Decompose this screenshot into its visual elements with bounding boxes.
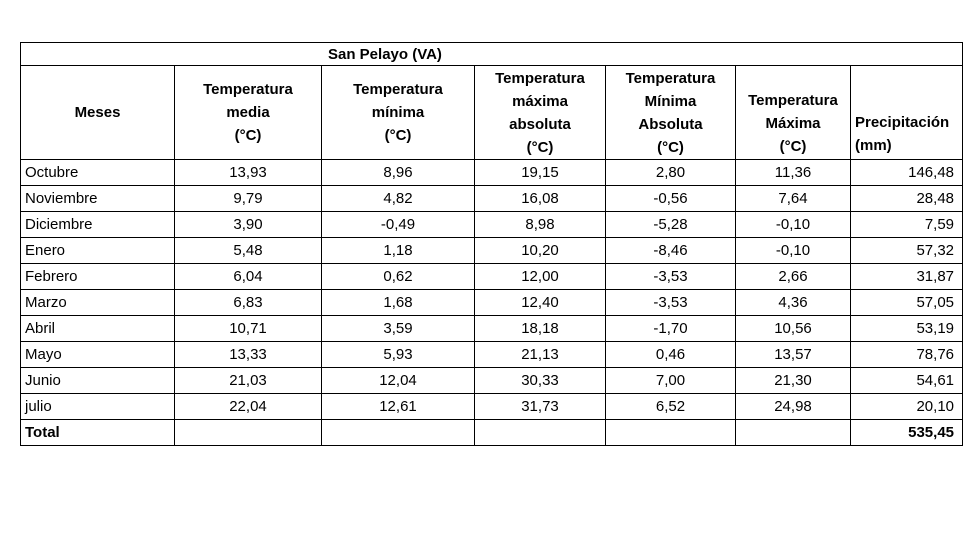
- cell-precip: 20,10: [851, 394, 963, 420]
- cell-mean: 6,83: [175, 290, 322, 316]
- cell-precip: 57,32: [851, 238, 963, 264]
- header-month-line: Meses: [74, 104, 121, 121]
- cell-min: 5,93: [322, 342, 475, 368]
- cell-max-abs: 18,18: [475, 316, 606, 342]
- cell-min-abs: 2,80: [606, 160, 736, 186]
- cell-min-abs: 7,00: [606, 368, 736, 394]
- cell-max: 7,64: [736, 186, 851, 212]
- table-row: [21, 212, 963, 238]
- cell-min-abs: -0,56: [606, 186, 736, 212]
- total-row: [21, 420, 963, 446]
- header-line: Temperatura: [495, 70, 585, 87]
- cell-max-abs: 31,73: [475, 394, 606, 420]
- cell-precip: 57,05: [851, 290, 963, 316]
- cell-min: 0,62: [322, 264, 475, 290]
- table-row: [21, 238, 963, 264]
- header-line: máxima: [512, 93, 568, 110]
- cell-min: -0,49: [322, 212, 475, 238]
- header-line: (°C): [234, 127, 262, 144]
- cell-max-abs: 8,98: [475, 212, 606, 238]
- cell-min: 4,82: [322, 186, 475, 212]
- table-row: [21, 264, 963, 290]
- cell-month: Febrero: [21, 264, 175, 290]
- cell-min-abs: -8,46: [606, 238, 736, 264]
- climate-table-container: [20, 42, 963, 446]
- header-precipitation: [851, 66, 963, 160]
- cell-precip: 7,59: [851, 212, 963, 238]
- cell-month: Abril: [21, 316, 175, 342]
- cell-mean: 9,79: [175, 186, 322, 212]
- header-line: Precipitación: [855, 114, 950, 131]
- cell-mean: 13,93: [175, 160, 322, 186]
- table-row: [21, 186, 963, 212]
- header-line: media: [226, 104, 270, 121]
- cell-mean: 5,48: [175, 238, 322, 264]
- header-line: Absoluta: [638, 116, 703, 133]
- header-max-temperature: [736, 66, 851, 160]
- table-body: [21, 160, 963, 446]
- cell-mean: 21,03: [175, 368, 322, 394]
- cell-month: Mayo: [21, 342, 175, 368]
- header-line: Temperatura: [353, 81, 443, 98]
- cell-mean: 13,33: [175, 342, 322, 368]
- cell-max: 13,57: [736, 342, 851, 368]
- header-line: absoluta: [509, 116, 571, 133]
- cell-max-abs: 16,08: [475, 186, 606, 212]
- cell-precip: 78,76: [851, 342, 963, 368]
- cell-max: 21,30: [736, 368, 851, 394]
- cell-min: 12,61: [322, 394, 475, 420]
- total-empty-cell: [475, 420, 606, 446]
- header-line: mínima: [371, 104, 425, 121]
- header-line: Máxima: [765, 115, 821, 132]
- header-min-temperature: [322, 66, 475, 160]
- table-title: San Pelayo (VA): [21, 43, 963, 66]
- header-line: (mm): [855, 137, 892, 154]
- table-row: [21, 342, 963, 368]
- cell-max-abs: 19,15: [475, 160, 606, 186]
- header-line: (°C): [526, 139, 554, 156]
- header-line: Temperatura: [625, 70, 716, 87]
- header-min-abs-temperature: [606, 66, 736, 160]
- total-empty-cell: [606, 420, 736, 446]
- cell-min: 1,68: [322, 290, 475, 316]
- cell-max-abs: 12,40: [475, 290, 606, 316]
- cell-precip: 53,19: [851, 316, 963, 342]
- cell-mean: 3,90: [175, 212, 322, 238]
- cell-min-abs: 6,52: [606, 394, 736, 420]
- cell-precip: 31,87: [851, 264, 963, 290]
- cell-min: 1,18: [322, 238, 475, 264]
- header-line: Temperatura: [203, 81, 293, 98]
- cell-month: Noviembre: [21, 186, 175, 212]
- cell-precip: 28,48: [851, 186, 963, 212]
- cell-month: Enero: [21, 238, 175, 264]
- table-header-row: [21, 66, 963, 160]
- cell-month: Marzo: [21, 290, 175, 316]
- cell-min: 12,04: [322, 368, 475, 394]
- cell-month: Diciembre: [21, 212, 175, 238]
- cell-mean: 6,04: [175, 264, 322, 290]
- total-precip: 535,45: [851, 420, 963, 446]
- cell-min-abs: -5,28: [606, 212, 736, 238]
- table-row: [21, 160, 963, 186]
- cell-max-abs: 30,33: [475, 368, 606, 394]
- cell-max: 2,66: [736, 264, 851, 290]
- table-row: [21, 394, 963, 420]
- cell-min-abs: -3,53: [606, 264, 736, 290]
- cell-max: 10,56: [736, 316, 851, 342]
- cell-max: 11,36: [736, 160, 851, 186]
- table-row: [21, 316, 963, 342]
- table-title-row: [21, 43, 963, 66]
- cell-max: 4,36: [736, 290, 851, 316]
- header-line: Mínima: [644, 93, 697, 110]
- cell-max-abs: 10,20: [475, 238, 606, 264]
- cell-month: Junio: [21, 368, 175, 394]
- cell-min: 3,59: [322, 316, 475, 342]
- cell-min-abs: -3,53: [606, 290, 736, 316]
- cell-min-abs: 0,46: [606, 342, 736, 368]
- cell-mean: 10,71: [175, 316, 322, 342]
- climate-table: [20, 42, 963, 446]
- cell-min-abs: -1,70: [606, 316, 736, 342]
- cell-max-abs: 21,13: [475, 342, 606, 368]
- header-month: [21, 66, 175, 160]
- total-label: Total: [21, 420, 175, 446]
- cell-max: -0,10: [736, 238, 851, 264]
- header-line: Temperatura: [748, 92, 838, 109]
- table-row: [21, 368, 963, 394]
- cell-max-abs: 12,00: [475, 264, 606, 290]
- cell-min: 8,96: [322, 160, 475, 186]
- header-line: (°C): [384, 127, 412, 144]
- cell-max: -0,10: [736, 212, 851, 238]
- header-line: (°C): [657, 139, 684, 156]
- total-empty-cell: [175, 420, 322, 446]
- total-empty-cell: [322, 420, 475, 446]
- cell-month: julio: [21, 394, 175, 420]
- cell-precip: 54,61: [851, 368, 963, 394]
- cell-month: Octubre: [21, 160, 175, 186]
- total-empty-cell: [736, 420, 851, 446]
- cell-precip: 146,48: [851, 160, 963, 186]
- header-mean-temperature: [175, 66, 322, 160]
- cell-mean: 22,04: [175, 394, 322, 420]
- header-line: (°C): [779, 138, 807, 155]
- header-max-abs-temperature: [475, 66, 606, 160]
- table-row: [21, 290, 963, 316]
- cell-max: 24,98: [736, 394, 851, 420]
